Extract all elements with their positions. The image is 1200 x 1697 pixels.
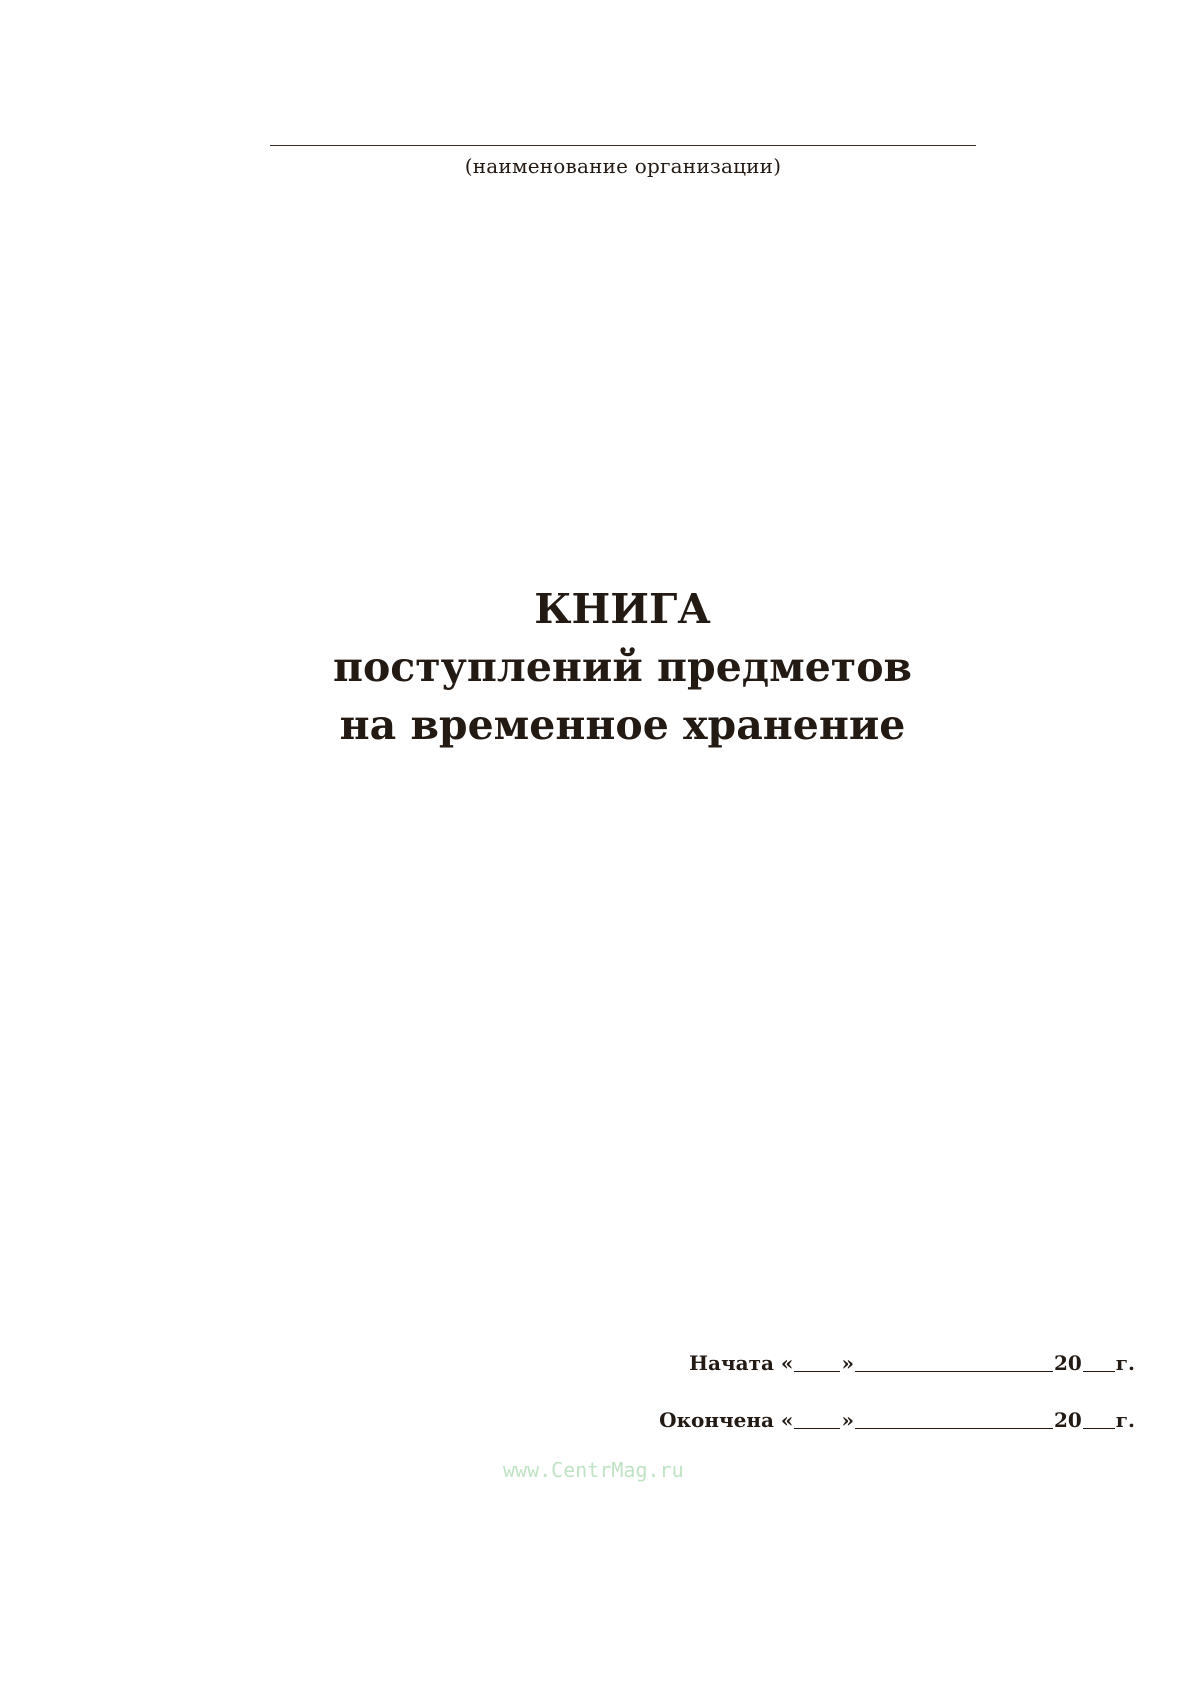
watermark-text: www.CentrMag.ru: [503, 1458, 684, 1482]
organization-name-caption: (наименование организации): [464, 154, 782, 178]
title-line-2: поступлений предметов: [332, 643, 913, 691]
ended-label: Окончена «: [659, 1408, 794, 1432]
started-quote-close: »: [841, 1351, 854, 1375]
ended-day-blank: [794, 1410, 840, 1429]
title-line-3: на временное хранение: [339, 701, 906, 749]
ended-quote-close: »: [841, 1408, 854, 1432]
started-date-row: [689, 1351, 1135, 1375]
ended-year-prefix: 20: [1053, 1408, 1082, 1432]
started-day-blank: [794, 1353, 840, 1372]
ended-year-blank: [1083, 1410, 1115, 1429]
started-label: Начата «: [689, 1351, 794, 1375]
started-year-prefix: 20: [1053, 1351, 1082, 1375]
title-line-1: КНИГА: [534, 585, 711, 633]
started-year-blank: [1083, 1353, 1115, 1372]
started-month-blank: [855, 1353, 1053, 1372]
document-title: [0, 580, 1200, 754]
started-year-suffix: г.: [1115, 1351, 1135, 1375]
ended-month-blank: [855, 1410, 1053, 1429]
organization-name-line: [270, 145, 976, 146]
ended-date-row: [659, 1408, 1135, 1432]
ended-year-suffix: г.: [1115, 1408, 1135, 1432]
